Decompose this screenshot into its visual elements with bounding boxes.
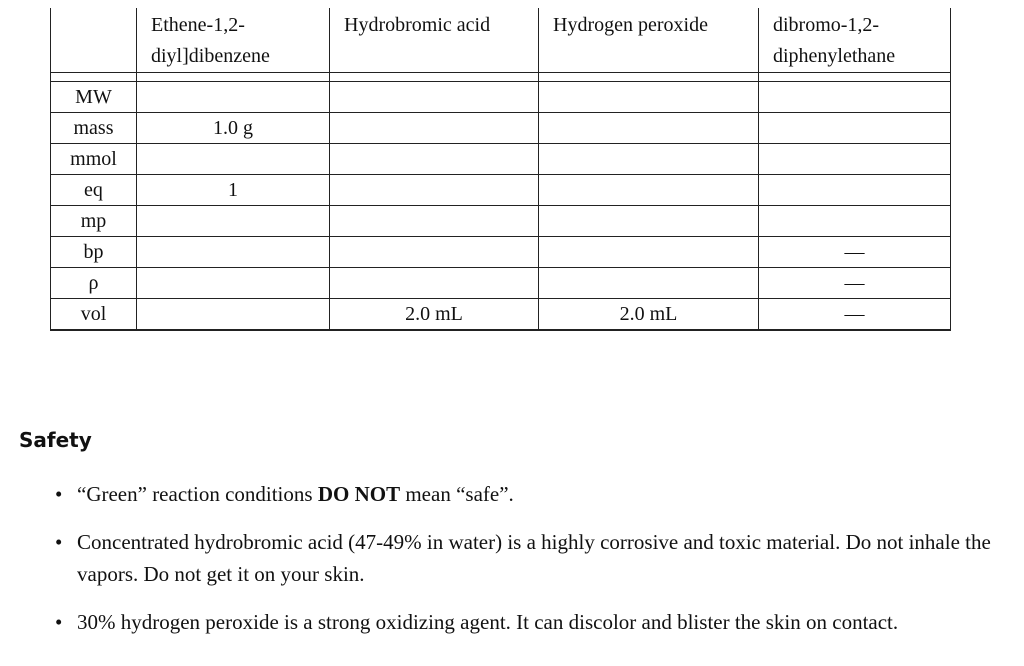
- safety-text: Concentrated hydrobromic acid (47-49% in water) is a highly corrosive and toxic material. Do not inhale the vapors. Do not get it on your skin.: [77, 530, 991, 586]
- row-label: mass: [51, 113, 137, 144]
- table-cell: [330, 82, 539, 113]
- table-cell: [539, 144, 759, 175]
- table-cell: [539, 237, 759, 268]
- table-spacer: [51, 73, 951, 82]
- table-row: [51, 175, 951, 206]
- header-corner: [51, 8, 137, 73]
- table-cell: 1.0 g: [137, 113, 330, 144]
- table-cell: [137, 144, 330, 175]
- header-reactant: [137, 8, 330, 73]
- table-cell: [330, 237, 539, 268]
- table-cell: [539, 206, 759, 237]
- header-line: Hydrogen peroxide: [553, 14, 708, 36]
- bullet-icon: •: [55, 530, 63, 554]
- safety-heading: Safety: [19, 428, 92, 452]
- table-row: [51, 237, 951, 268]
- table-cell: [759, 82, 951, 113]
- row-label: bp: [51, 237, 137, 268]
- table-cell: [330, 206, 539, 237]
- row-label: MW: [51, 82, 137, 113]
- row-label: vol: [51, 299, 137, 331]
- table-cell: [330, 113, 539, 144]
- table-cell: [137, 268, 330, 299]
- bullet-icon: •: [55, 482, 63, 506]
- safety-list: [50, 478, 1024, 654]
- table-cell: [539, 175, 759, 206]
- table-cell: [759, 113, 951, 144]
- table-cell: [539, 268, 759, 299]
- row-label: ρ: [51, 268, 137, 299]
- table-cell: [539, 82, 759, 113]
- table-row: [51, 206, 951, 237]
- spacer-cell: [137, 73, 330, 82]
- table-cell: 2.0 mL: [539, 299, 759, 331]
- spacer-cell: [51, 73, 137, 82]
- row-label: eq: [51, 175, 137, 206]
- safety-text: mean “safe”.: [400, 482, 514, 506]
- table-cell: [137, 299, 330, 331]
- safety-item: [55, 526, 1024, 590]
- table-cell: [539, 113, 759, 144]
- spacer-cell: [759, 73, 951, 82]
- table-row: [51, 113, 951, 144]
- table-cell: [330, 268, 539, 299]
- table-cell: —: [759, 268, 951, 299]
- table-cell: [330, 175, 539, 206]
- table-row: [51, 268, 951, 299]
- row-label: mp: [51, 206, 137, 237]
- table-cell: 2.0 mL: [330, 299, 539, 331]
- spacer-cell: [539, 73, 759, 82]
- header-line: diphenylethane: [773, 45, 896, 67]
- header-product: [759, 8, 951, 73]
- table-cell: [330, 144, 539, 175]
- bullet-icon: •: [55, 610, 63, 634]
- table-cell: [137, 82, 330, 113]
- header-line: Hydrobromic acid: [344, 14, 491, 36]
- safety-item: [55, 606, 1024, 638]
- table-cell: 1: [137, 175, 330, 206]
- reagent-table: [50, 8, 951, 331]
- table-header-row: [51, 8, 951, 73]
- table-row: [51, 144, 951, 175]
- table-cell: [137, 237, 330, 268]
- row-label: mmol: [51, 144, 137, 175]
- table-cell: —: [759, 299, 951, 331]
- safety-text: 30% hydrogen peroxide is a strong oxidizing agent. It can discolor and blister the skin on contact.: [77, 610, 899, 634]
- safety-item: [55, 478, 1024, 510]
- header-line: Ethene-1,2-: [151, 14, 245, 36]
- table-cell: [759, 144, 951, 175]
- table-row: [51, 82, 951, 113]
- safety-text: “Green” reaction conditions: [77, 482, 318, 506]
- header-hbr: [330, 8, 539, 73]
- table-cell: [759, 175, 951, 206]
- table-row: [51, 299, 951, 331]
- table-cell: —: [759, 237, 951, 268]
- spacer-cell: [330, 73, 539, 82]
- header-line: diyl]dibenzene: [151, 45, 270, 67]
- safety-emphasis: DO NOT: [317, 482, 401, 506]
- header-line: dibromo-1,2-: [773, 14, 880, 36]
- table-cell: [759, 206, 951, 237]
- table-cell: [137, 206, 330, 237]
- header-h2o2: [539, 8, 759, 73]
